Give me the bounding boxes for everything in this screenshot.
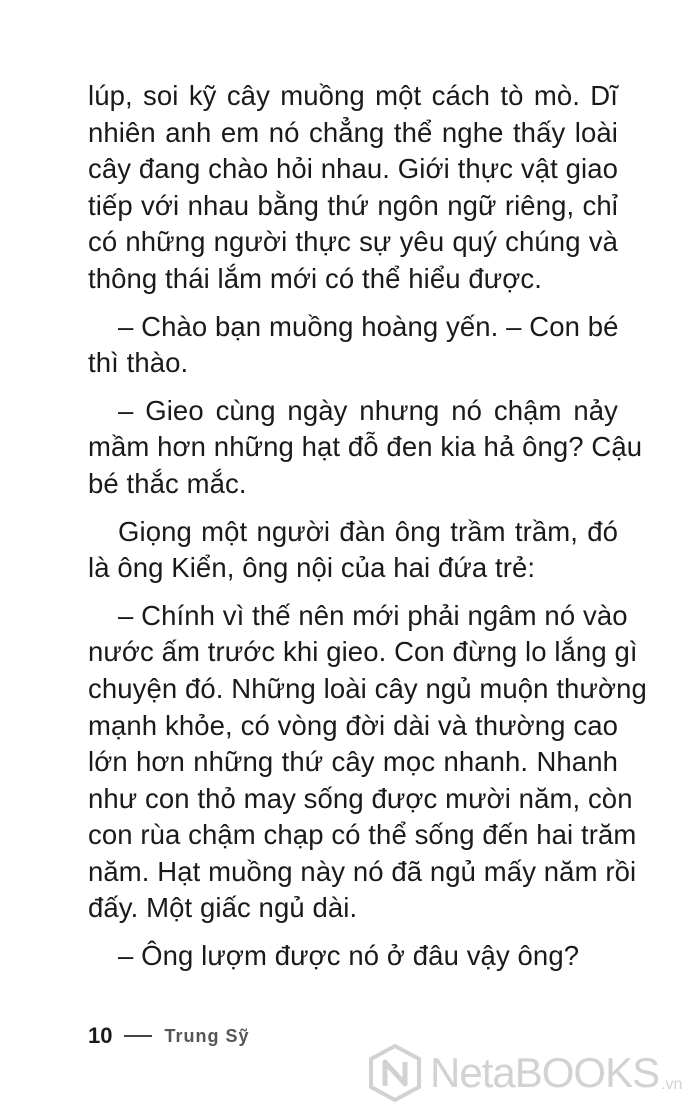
text-line: thông thái lắm mới có thể hiểu được.: [88, 262, 542, 294]
paragraph: [88, 78, 618, 298]
paragraph: [88, 514, 618, 587]
text-line: – Chính vì thế nên mới phải ngâm nó vào: [118, 599, 628, 631]
netabooks-logo-icon: [368, 1044, 422, 1102]
text-line: nước ấm trước khi gieo. Con đừng lo lắng gì: [88, 636, 638, 668]
text-line: nhiên anh em nó chẳng thể nghe thấy loài: [88, 116, 618, 148]
text-line: lớn hơn những thứ cây mọc nhanh. Nhanh: [88, 746, 618, 778]
text-line: mầm hơn những hạt đỗ đen kia hả ông? Cậu: [88, 431, 643, 463]
text-line: năm. Hạt muồng này nó đã ngủ mấy năm rồi: [88, 855, 637, 887]
text-line: bé thắc mắc.: [88, 467, 247, 499]
author-name: Trung Sỹ: [164, 1025, 250, 1046]
paragraph: [88, 598, 647, 927]
footer-divider: [124, 1035, 152, 1037]
text-line: – Chào bạn muồng hoàng yến. – Con bé: [118, 310, 619, 342]
text-line: con rùa chậm chạp có thể sống đến hai trăm: [88, 819, 637, 851]
page-number: 10: [88, 1023, 113, 1048]
text-line: – Gieo cùng ngày nhưng nó chậm nảy: [118, 394, 618, 426]
paragraph: [88, 938, 618, 975]
page-footer: [88, 1021, 250, 1051]
paragraph: [88, 393, 643, 503]
text-line: có những người thực sự yêu quý chúng và: [88, 226, 618, 258]
text-line: đấy. Một giấc ngủ dài.: [88, 892, 358, 924]
text-line: tiếp với nhau bằng thứ ngôn ngữ riêng, chỉ: [88, 189, 618, 221]
text-line: là ông Kiển, ông nội của hai đứa trẻ:: [88, 552, 536, 584]
text-line: như con thỏ may sống được mười năm, còn: [88, 782, 633, 814]
page-body: [88, 78, 647, 975]
text-line: thì thào.: [88, 347, 189, 379]
text-line: mạnh khỏe, có vòng đời dài và thường cao: [88, 709, 618, 741]
text-line: chuyện đó. Những loài cây ngủ muộn thường: [88, 672, 647, 704]
text-line: lúp, soi kỹ cây muồng một cách tò mò. Dĩ: [88, 80, 618, 111]
watermark-suffix: .vn: [661, 1076, 683, 1093]
paragraph: [88, 309, 618, 382]
text-line: Giọng một người đàn ông trầm trầm, đó: [118, 515, 618, 547]
text-line: – Ông lượm được nó ở đâu vậy ông?: [118, 940, 580, 972]
text-line: cây đang chào hỏi nhau. Giới thực vật giao: [88, 153, 618, 185]
watermark: [368, 1044, 682, 1102]
watermark-text: NetaBOOKS: [430, 1049, 660, 1096]
